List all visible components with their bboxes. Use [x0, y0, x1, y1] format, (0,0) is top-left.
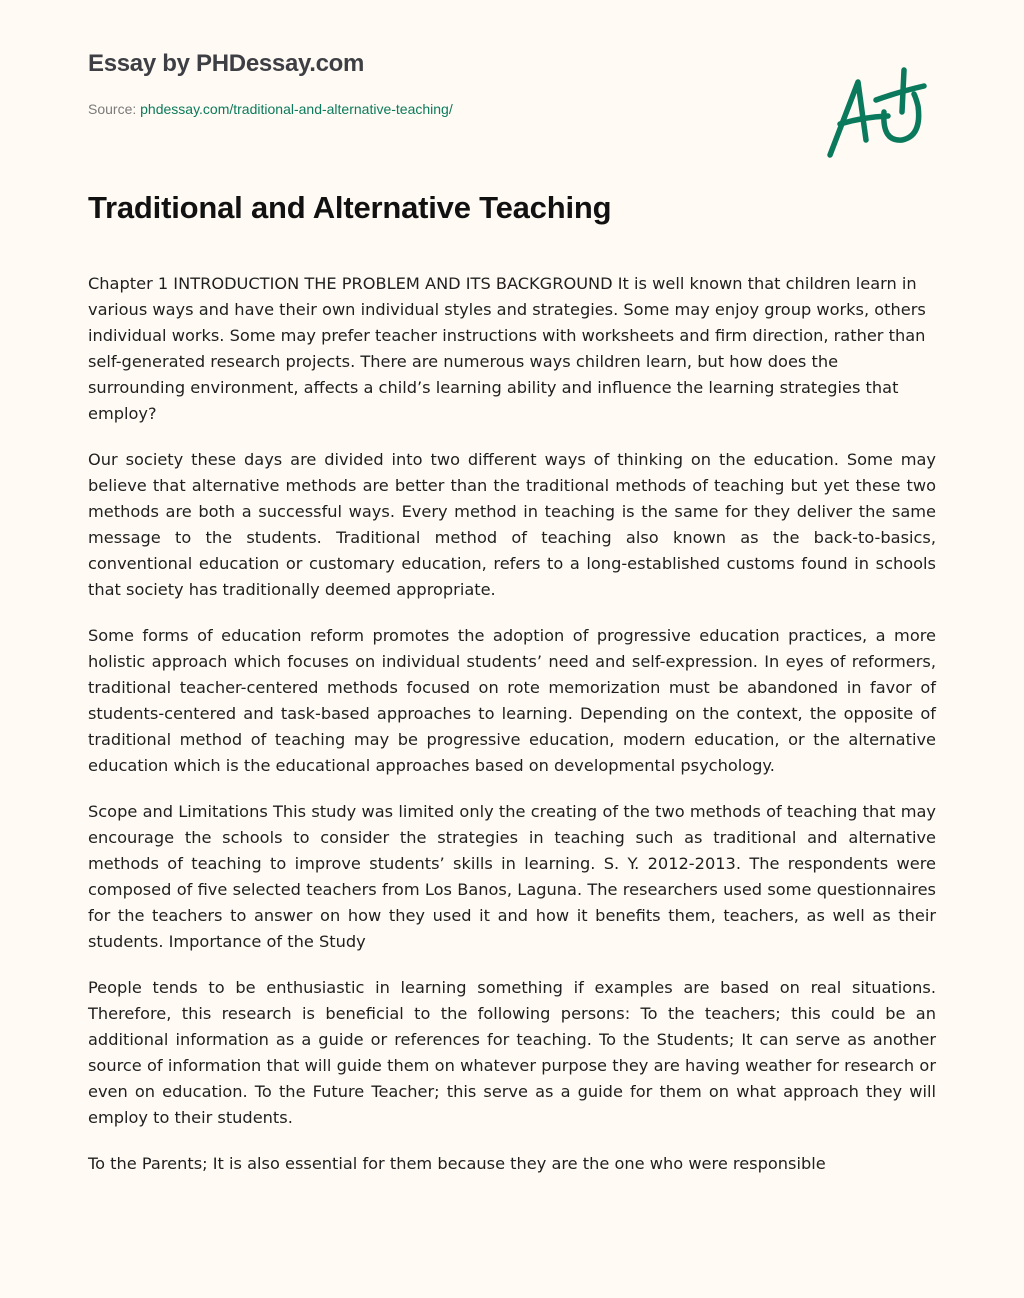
- paragraph: Scope and Limitations This study was limited only the creating of the two methods of teaching that may encourage the schools to consider the strategies in teaching such as traditional and alternative methods of teaching to improve students’ skills in learning. S. Y. 2012-2013. The respondents were composed of five selected teachers from Los Banos, Laguna. The researchers used some questionnaires for the teachers to answer on how they used it and how it benefits them, teachers, as well as their students. Importance of the Study: [88, 802, 936, 951]
- paragraph: People tends to be enthusiastic in learning something if examples are based on real situations. Therefore, this research is beneficial to the following persons: To the teachers; this could be an additional information as a guide or references for teaching. To the Students; It can serve as another source of information that will guide them on whatever purpose they are having weather for research or even on education. To the Future Teacher; this serve as a guide for them on what approach they will employ to their students.: [88, 978, 936, 1127]
- source-link[interactable]: phdessay.com/traditional-and-alternative-teaching/: [140, 101, 453, 117]
- paragraph: Chapter 1 INTRODUCTION THE PROBLEM AND ITS BACKGROUND It is well known that children learn in various ways and have their own individual styles and strategies. Some may enjoy group works, others individual works. Some may prefer teacher instructions with worksheets and firm direction, rather than self-generated research projects. There are numerous ways children learn, but how does the surrounding environment, affects a child’s learning ability and influence the learning strategies that employ?: [88, 274, 926, 423]
- essay-body: [88, 271, 936, 1197]
- site-brand: Essay by PHDessay.com: [88, 50, 365, 77]
- source-line: [88, 101, 453, 117]
- source-label: Source:: [88, 101, 137, 117]
- paragraph: Some forms of education reform promotes the adoption of progressive education practices, a more holistic approach which focuses on individual students’ need and self-expression. In eyes of reformers, traditional teacher-centered methods focused on rote memorization must be abandoned in favor of students-centered and task-based approaches to learning. Depending on the context, the opposite of traditional method of teaching may be progressive education, modern education, or the alternative education which is the educational approaches based on developmental psychology.: [88, 626, 936, 775]
- paragraph: To the Parents; It is also essential for them because they are the one who were responsible: [88, 1154, 826, 1173]
- a-plus-logo-icon: [818, 62, 930, 162]
- paragraph: Our society these days are divided into two different ways of thinking on the education. Some may believe that alternative methods are better than the traditional methods of teaching but yet these two methods are both a successful ways. Every method in teaching is the same for they deliver the same message to the students. Traditional method of teaching also known as the back-to-basics, conventional education or customary education, refers to a long-established customs found in schools that society has traditionally deemed appropriate.: [88, 450, 936, 599]
- page-title: Traditional and Alternative Teaching: [88, 190, 612, 225]
